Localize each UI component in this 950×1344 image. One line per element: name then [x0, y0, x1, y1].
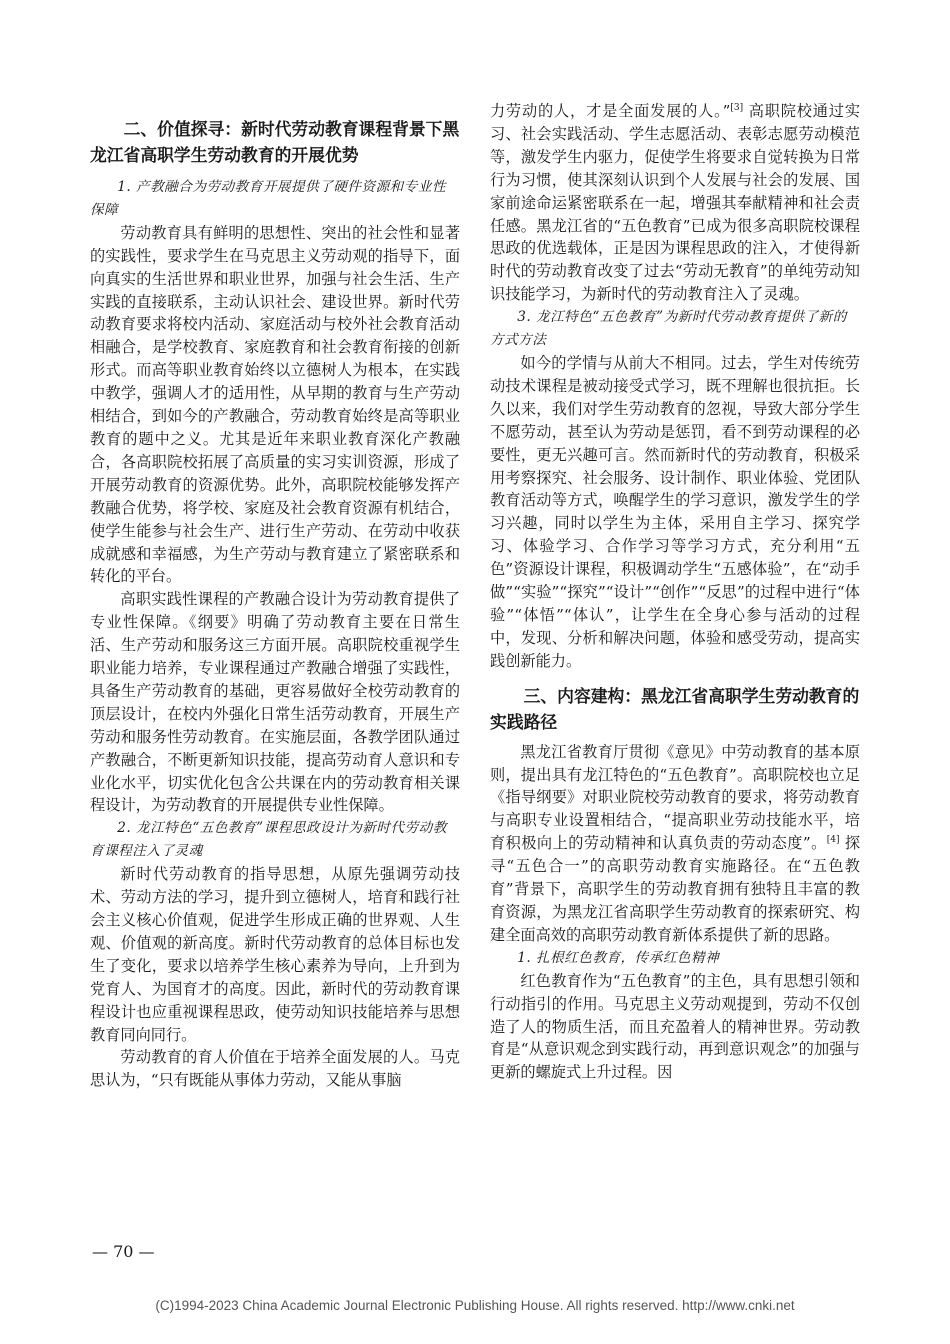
- paragraph-text: 黑龙江省教育厅贯彻《意见》中劳动教育的基本原则，提出具有龙江特色的“五色教育”。高职院校也立足《指导纲要》对职业院校劳动教育的要求，将劳动教育与高职专业设置相结合，“提高职业劳动技能水平，培育积极向上的劳动精神和认真负责的劳动态度”。: [490, 742, 860, 853]
- paragraph-continued: [490, 100, 860, 306]
- paragraph: 红色教育作为“五色教育”的主色，具有思想引领和行动指引的作用。马克思主义劳动观提到，劳动不仅创造了人的物质生活，而且充盈着人的精神世界。劳动教育是“从意识观念到实践行动，再到意识观念”的加强与更新的螺旋式上升过程。因: [490, 971, 860, 1082]
- paragraph: 高职实践性课程的产教融合设计为劳动教育提供了专业性保障。《纲要》明确了劳动教育主要在日常生活、生产劳动和服务这三方面开展。高职院校重视学生职业能力培养，专业课程通过产教融合增强了实践性，具备生产劳动教育的基础，更容易做好全校劳动教育的顶层设计，在校内外强化日常生活劳动教育，开展生产劳动和服务性劳动教育。在实施层面，各教学团队通过产教融合，不断更新知识技能，提高劳动育人意识和专业化水平，切实优化包含公共课在内的劳动教育相关课程设计，为劳动教育的开展提供专业性保障。: [90, 590, 460, 815]
- paragraph: 如今的学情与从前大不相同。过去，学生对传统劳动技术课程是被动接受式学习，既不理解也很抗拒。长久以来，我们对学生劳动教育的忽视，导致大部分学生不愿劳动，甚至认为劳动是惩罚，看不到劳动课程的必要性，更无兴趣可言。然而新时代的劳动教育，积极采用考察探究、社会服务、设计制作、职业体验、党团队教育活动等方式，唤醒学生的学习意识，激发学生的学习兴趣，同时以学生为主体，采用自主学习、探究学习、体验学习、合作学习等学习方式，充分利用“五色”资源设计课程，积极调动学生“五感体验”，在“动手做”“实验”“探究”“设计”“创作”“反思”的过程中进行“体验”“体悟”“体认”，让学生在全身心参与活动的过程中，发现、分析和解决问题，体验和感受劳动，提高实践创新能力。: [490, 353, 860, 670]
- paragraph: 劳动教育具有鲜明的思想性、突出的社会性和显著的实践性，要求学生在马克思主义劳动观的指导下，面向真实的生活世界和职业世界，加强与社会生活、生产实践的直接联系，主动认识社会、建设世界。新时代劳动教育要求将校内活动、家庭活动与校外社会教育活动相融合，是学校教育、家庭教育和社会教育衔接的创新形式。而高等职业教育始终以立德树人为根本，在实践中教学，强调人才的适用性，从早期的教育与生产劳动相结合，到如今的产教融合，劳动教育始终是高等职业教育的题中之义。尤其是近年来职业教育深化产教融合，各高职院校拓展了高质量的实习实训资源，形成了开展劳动教育的资源优势。此外，高职院校能够发挥产教融合优势，将学校、家庭及社会教育资源有机结合，使学生能参与社会生产、进行生产劳动、在劳动中收获成就感和幸福感，为生产劳动与教育建立了紧密联系和转化的平台。: [90, 223, 460, 586]
- section-heading-3: 三、内容建构：黑龙江省高职学生劳动教育的实践路径: [490, 685, 860, 732]
- copyright-footer: (C)1994-2023 China Academic Journal Electronic Publishing House. All rights reserved. http://www.cnki.net: [155, 1298, 795, 1313]
- paragraph-text: 力劳动的人，才是全面发展的人。”: [490, 102, 731, 120]
- paragraph-text: 高职院校通过实习、社会实践活动、学生志愿活动、表彰志愿劳动模范等，激发学生内驱力，促使学生将要求自觉转换为日常行为习惯，使其深刻认识到个人发展与社会的发展、国家前途命运紧密联系在一起，增强其奉献精神和社会责任感。黑龙江省的“五色教育”已成为很多高职院校课程思政的优选载体，正是因为课程思政的注入，才使得新时代的劳动教育改变了过去“劳动无教育”的单纯劳动知识技能学习，为新时代的劳动教育注入了灵魂。: [490, 102, 861, 304]
- subheading-4: 1. 扎根红色教育，传承红色精神: [517, 949, 720, 966]
- subheading-1: 1. 产教融合为劳动教育开展提供了硬件资源和专业性保障: [90, 179, 447, 218]
- paragraph-text: 探寻“五色合一”的高职劳动教育实施路径。在“五色教育”背景下，高职学生的劳动教育拥有独特且丰富的教育资源，为黑龙江省高职学生劳动教育的探索研究、构建全面高效的高职劳动教育新体系提供了新的思路。: [490, 834, 861, 944]
- subheading-2: 2. 龙江特色“五色教育”课程思政设计为新时代劳动教育课程注入了灵魂: [90, 820, 447, 860]
- paragraph: 新时代劳动教育的指导思想，从原先强调劳动技术、劳动方法的学习，提升到立德树人，培育和践行社会主义核心价值观，促进学生形成正确的世界观、人生观、价值观的新高度。新时代劳动教育的总体目标也发生了变化，要求以培养学生核心素养为导向，上升到为党育人、为国育才的高度。因此，新时代的劳动教育课程设计也应重视课程思政，使劳动知识技能培养与思想教育同向同行。: [90, 865, 460, 1044]
- section-heading-2: 二、价值探寻：新时代劳动教育课程背景下黑龙江省高职学生劳动教育的开展优势: [90, 119, 460, 165]
- paragraph: [490, 741, 860, 947]
- citation-ref: [3]: [730, 102, 744, 113]
- paragraph: 劳动教育的育人价值在于培养全面发展的人。马克思认为，“只有既能从事体力劳动，又能从事脑: [90, 1048, 460, 1090]
- left-column: [90, 100, 460, 1092]
- citation-ref: [4]: [826, 835, 840, 846]
- right-column: [490, 100, 860, 1084]
- page-number: — 70 —: [92, 1242, 155, 1261]
- subheading-3: 3. 龙江特色“五色教育”为新时代劳动教育提供了新的方式方法: [490, 309, 847, 349]
